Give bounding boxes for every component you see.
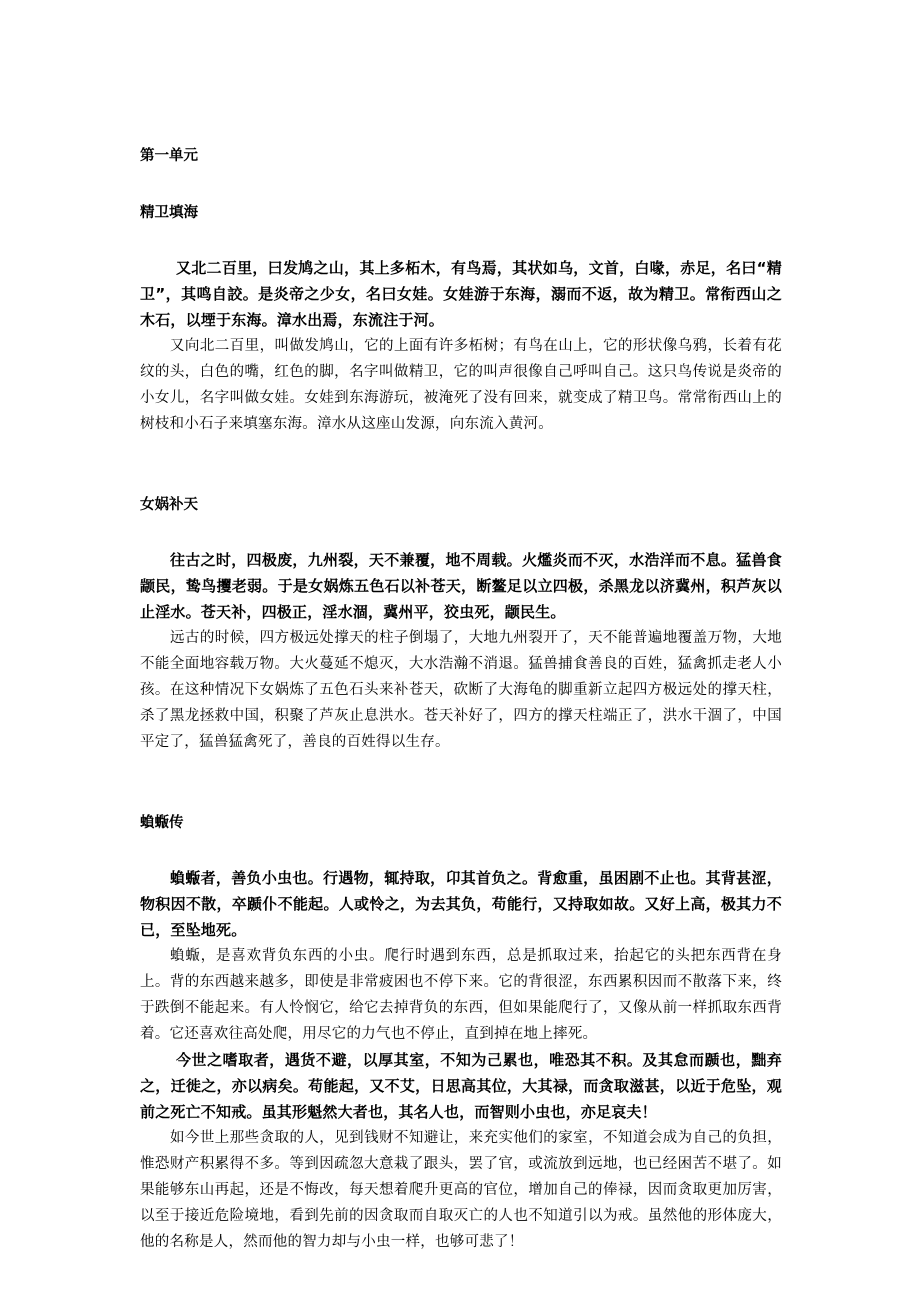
section-title: 女娲补天 — [140, 497, 198, 513]
original-text-2: 今世之嗜取者，遇货不避，以厚其室，不知为己累也，唯恐其不积。及其怠而踬也，黜弃之，迁徙之，亦以病矣。苟能起，又不艾，日思高其位，大其禄，而贪取滋甚，以近于危坠，观前之死亡不知戒。虽其形魁然大者也，其名人也，而智则小虫也，亦足哀夫！ — [140, 1051, 782, 1121]
section-nvwa — [140, 495, 782, 755]
document-page — [140, 0, 782, 1255]
section-fuban — [140, 813, 782, 1255]
section-title: 蝜蝂传 — [140, 815, 184, 831]
translation-text-2: 如今世上那些贪取的人，见到钱财不知避让，来充实他们的家室，不知道会成为自己的负担，惟恐财产积累得不多。等到因疏忽大意栽了跟头，罢了官，或流放到远地，也已经困苦不堪了。如果能够东山再起，还是不悔改，每天想着爬升更高的官位，增加自己的俸禄，因而贪取更加厉害，以至于接近危险境地，看到先前的因贪取而自取灭亡的人也不知道引以为戒。虽然他的形体庞大，他的名称是人，然而他的智力却与小虫一样，也够可悲了！ — [140, 1130, 782, 1250]
original-text: 蝜蝂者，善负小虫也。行遇物，辄持取，卬其首负之。背愈重，虽困剧不止也。其背甚涩，物积因不散，卒踬仆不能起。人或怜之，为去其负，苟能行，又持取如故。又好上高，极其力不已，至坠地死。 — [140, 869, 782, 939]
translation-text: 蝜蝂，是喜欢背负东西的小虫。爬行时遇到东西，总是抓取过来，抬起它的头把东西背在身上。背的东西越来越多，即使是非常疲困也不停下来。它的背很涩，东西累积因而不散落下来，终于跌倒不能起来。有人怜悯它，给它去掉背负的东西，但如果能爬行了，又像从前一样抓取东西背着。它还喜欢往高处爬，用尽它的力气也不停止，直到掉在地上摔死。 — [140, 948, 782, 1042]
translation-text: 远古的时候，四方极远处撑天的柱子倒塌了，大地九州裂开了，天不能普遍地覆盖万物，大地不能全面地容载万物。大火蔓延不熄灭，大水浩瀚不消退。猛兽捕食善良的百姓，猛禽抓走老人小孩。在这种情况下女娲炼了五色石头来补苍天，砍断了大海龟的脚重新立起四方极远处的撑天柱，杀了黑龙拯救中国，积聚了芦灰止息洪水。苍天补好了，四方的撑天柱端正了，洪水干涸了，中国平定了，猛兽猛禽死了，善良的百姓得以生存。 — [140, 630, 782, 750]
section-jingwei — [140, 203, 782, 437]
unit-title: 第一单元 — [140, 148, 198, 164]
section-title: 精卫填海 — [140, 205, 198, 221]
original-text: 又北二百里，曰发鸠之山，其上多柘木，有鸟焉，其状如乌，文首，白喙，赤足，名曰“精卫”，其鸣自詨。是炎帝之少女，名曰女娃。女娃游于东海，溺而不返，故为精卫。常衔西山之木石，以堙于东海。漳水出焉，东流注于河。 — [140, 259, 782, 329]
translation-text: 又向北二百里，叫做发鸠山，它的上面有许多柘树；有鸟在山上，它的形状像乌鸦，长着有花纹的头，白色的嘴，红色的脚，名字叫做精卫，它的叫声很像自己呼叫自己。这只鸟传说是炎帝的小女儿，名字叫做女娃。女娃到东海游玩，被淹死了没有回来，就变成了精卫鸟。常常衔西山上的树枝和小石子来填塞东海。漳水从这座山发源，向东流入黄河。 — [140, 338, 782, 432]
original-text: 往古之时，四极废，九州裂，天不兼覆，地不周载。火爁炎而不灭，水浩洋而不息。猛兽食颛民，鸷鸟攫老弱。于是女娲炼五色石以补苍天，断鳌足以立四极，杀黑龙以济冀州，积芦灰以止淫水。苍天补，四极正，淫水涸，冀州平，狡虫死，颛民生。 — [140, 551, 782, 621]
